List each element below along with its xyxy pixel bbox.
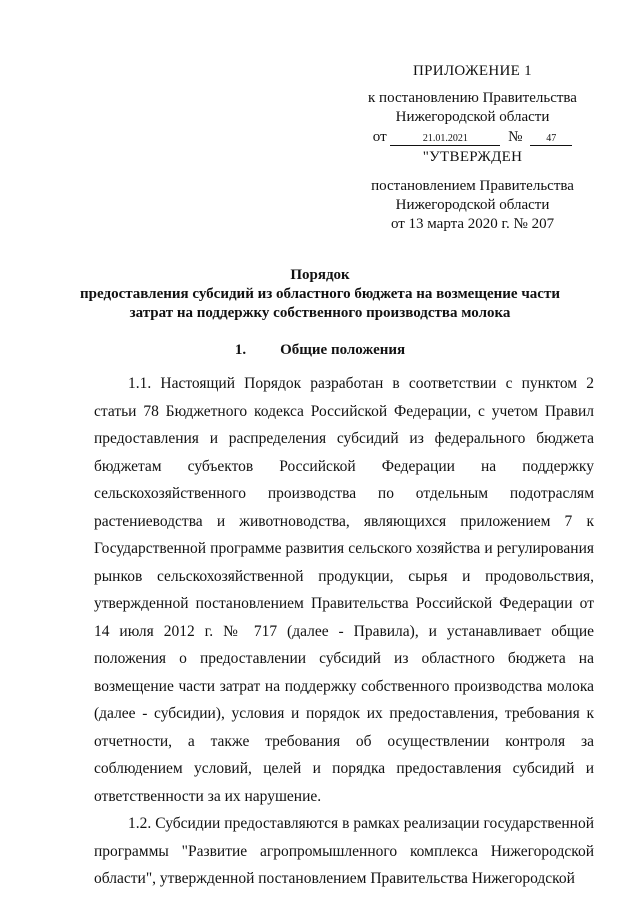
approved-block xyxy=(340,148,605,234)
appendix-title: ПРИЛОЖЕНИЕ 1 xyxy=(413,63,532,79)
approved-line-2: Нижегородской области xyxy=(395,197,550,213)
paragraph-1-1: 1.1. Настоящий Порядок разработан в соответствии с пунктом 2 статьи 78 Бюджетного кодекса Российской Федерации, с учетом Правил предоставления и распределения субсидий из федерального бюджета бюджетам субъектов Российской Федерации на поддержку сельскохозяйственного производства по отдельным подотраслям растениеводства и животноводства, являющихся приложением 7 к Государственной программе развития сельского хозяйства и регулирования рынков сельскохозяйственной продукции, сырья и продовольствия, утвержденной постановлением Правительства Российской Федерации от 14 июля 2012 г. № 717 (далее - Правила), и устанавливает общие положения о предоставлении субсидий из областного бюджета на возмещение части затрат на поддержку собственного производства молока (далее - субсидии), условия и порядок их предоставления, требования к отчетности, а также требования об осуществлении контроля за соблюдением условий, целей и порядка предоставления субсидий и ответственности за их нарушение. xyxy=(94,375,594,805)
approved-line-1: постановлением Правительства xyxy=(371,178,574,194)
appendix-block xyxy=(340,62,605,147)
number-sign: № xyxy=(508,129,523,145)
date-prefix: от xyxy=(372,129,387,145)
document-title-line-3: затрат на поддержку собственного производства молока xyxy=(129,305,511,321)
document-title-line-2: предоставления субсидий из областного бюджета на возмещение части xyxy=(80,286,560,302)
section-heading xyxy=(60,342,580,359)
document-title-line-1: Порядок xyxy=(290,267,350,283)
approved-line-3: от 13 марта 2020 г. № 207 xyxy=(390,216,555,232)
document-title xyxy=(60,266,580,323)
number-field: 47 xyxy=(530,133,572,146)
appendix-date-line xyxy=(340,128,605,147)
paragraph-1-2: 1.2. Субсидии предоставляются в рамках реализации государственной программы "Развитие агропромышленного комплекса Нижегородской области", утвержденной постановлением Правительства Нижегородской xyxy=(94,815,594,887)
appendix-line-1: к постановлению Правительства xyxy=(368,90,577,106)
approved-heading: "УТВЕРЖДЕН xyxy=(422,149,523,165)
section-number: 1. xyxy=(234,342,247,358)
appendix-line-2: Нижегородской области xyxy=(395,109,550,125)
date-field: 21.01.2021 xyxy=(390,133,500,146)
body-text xyxy=(94,370,594,893)
section-title: Общие положения xyxy=(280,342,406,358)
